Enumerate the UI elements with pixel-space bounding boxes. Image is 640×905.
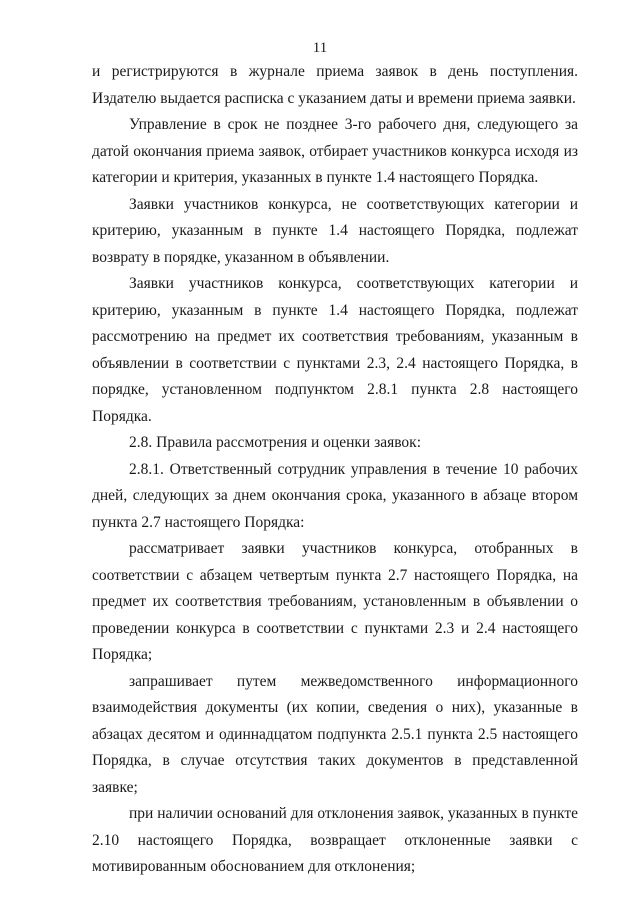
paragraph-7: рассматривает заявки участников конкурса, отобранных в соответствии с абзацем четвертым пункта 2.7 настоящего Порядка, на предмет их соответствия требованиям, установленным в объявлении о проведении конкурса в соответствии с пунктами 2.3 и 2.4 настоящего Порядка;	[92, 540, 578, 663]
paragraph-8: запрашивает путем межведомственного информационного взаимодействия документы (их копии, сведения о них), указанные в абзацах десятом и одиннадцатом подпункта 2.5.1 пункта 2.5 настоящего Порядка, в случае отсутствия таких документов в представленной заявке;	[92, 672, 578, 796]
document-body	[92, 59, 578, 881]
paragraph-5-heading: 2.8. Правила рассмотрения и оценки заявок:	[129, 434, 422, 451]
paragraph-1: и регистрируются в журнале приема заявок в день поступления. Издателю выдается расписка с указанием даты и времени приема заявки.	[92, 63, 578, 107]
paragraph-9: при наличии оснований для отклонения заявок, указанных в пункте 2.10 настоящего Порядка, возвращает отклоненные заявки с мотивированным обоснованием для отклонения;	[92, 805, 578, 875]
paragraph-6: 2.8.1. Ответственный сотрудник управления в течение 10 рабочих дней, следующих за днем окончания срока, указанного в абзаце втором пункта 2.7 настоящего Порядка:	[92, 460, 578, 531]
paragraph-3: Заявки участников конкурса, не соответствующих категории и критерию, указанным в пункте 1.4 настоящего Порядка, подлежат возврату в порядке, указанном в объявлении.	[92, 195, 578, 266]
paragraph-2: Управление в срок не позднее 3-го рабочего дня, следующего за датой окончания приема заявок, отбирает участников конкурса исходя из категории и критерия, указанных в пункте 1.4 настоящего Порядка.	[92, 116, 578, 186]
page-number: 11	[312, 40, 328, 56]
paragraph-4: Заявки участников конкурса, соответствующих категории и критерию, указанным в пункте 1.4 настоящего Порядка, подлежат рассмотрению на предмет их соответствия требованиям, указанным в объявлении в соответствии с пунктами 2.3, 2.4 настоящего Порядка, в порядке, установленном подпунктом 2.8.1 пункта 2.8 настоящего Порядка.	[92, 275, 578, 425]
